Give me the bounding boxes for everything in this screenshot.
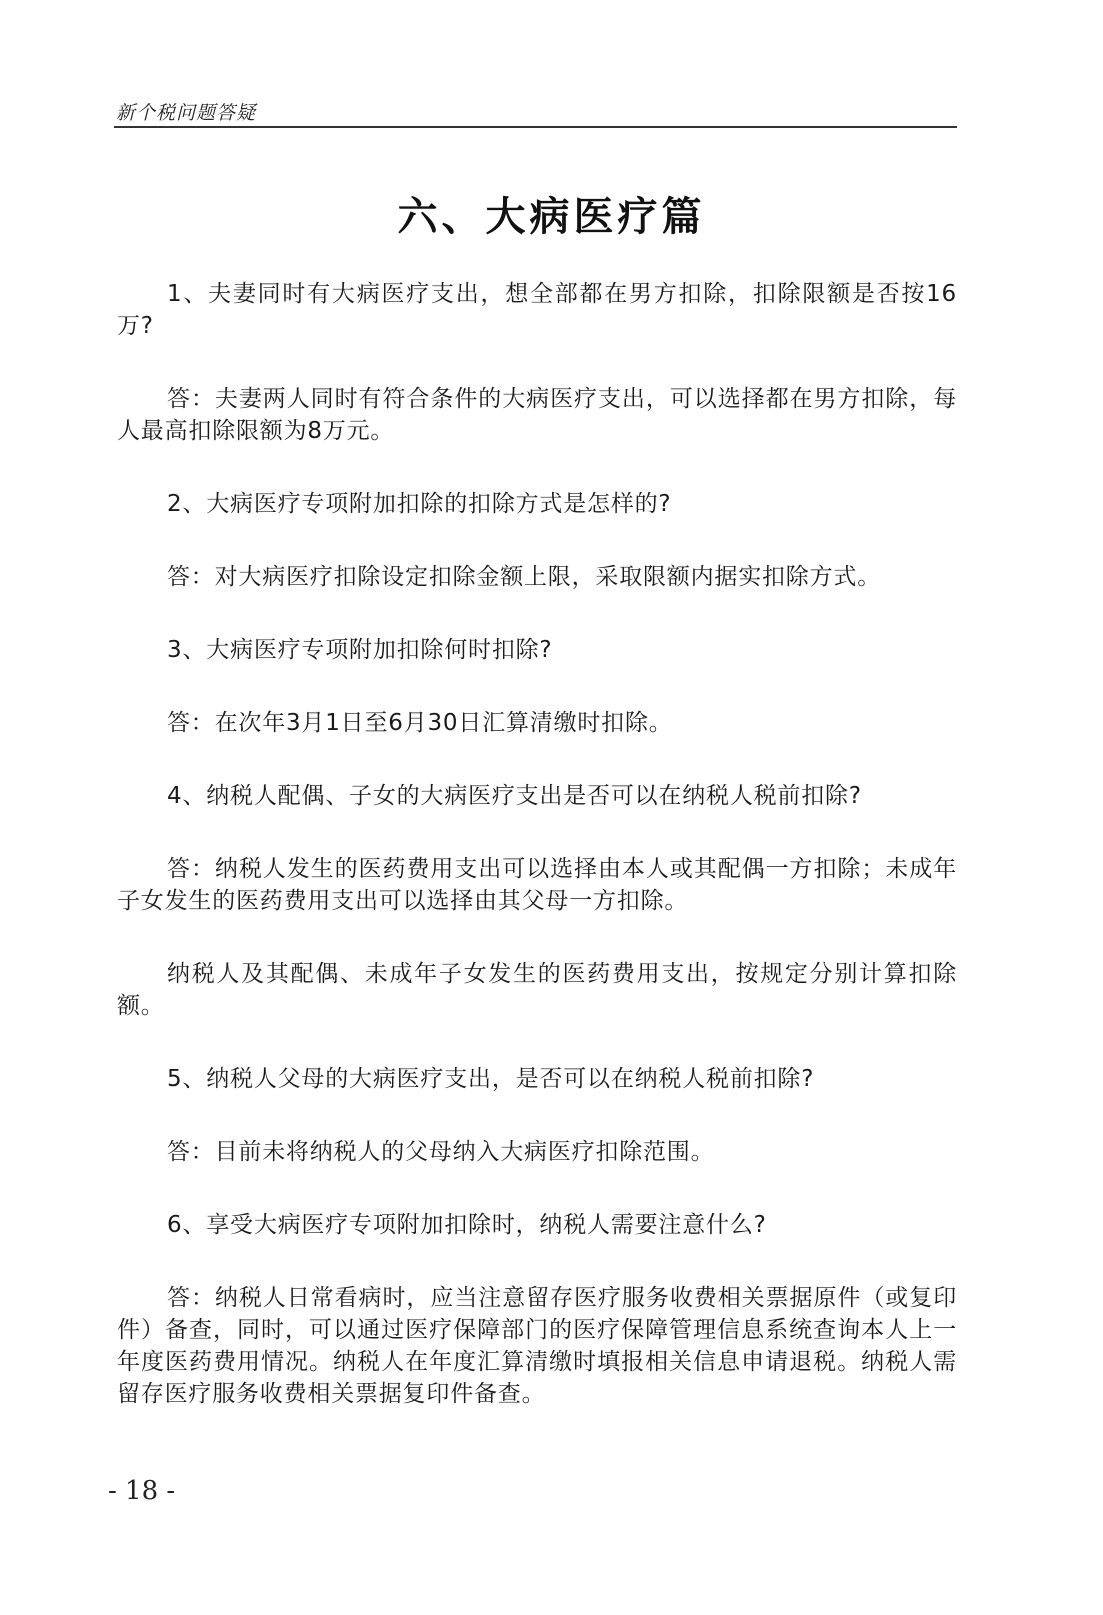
- header-divider: [114, 126, 957, 128]
- answer-1: 答：夫妻两人同时有符合条件的大病医疗支出，可以选择都在男方扣除，每人最高扣除限额为8万元。: [117, 386, 957, 444]
- answer-5: 答：目前未将纳税人的父母纳入大病医疗扣除范围。: [167, 1139, 715, 1165]
- question-3: 3、大病医疗专项附加扣除何时扣除?: [167, 637, 553, 663]
- question-6: 6、享受大病医疗专项附加扣除时，纳税人需要注意什么?: [167, 1212, 767, 1238]
- question-5: 5、纳税人父母的大病医疗支出，是否可以在纳税人税前扣除?: [167, 1066, 815, 1092]
- answer-6: 答：纳税人日常看病时，应当注意留存医疗服务收费相关票据原件（或复印件）备查，同时，可以通过医疗保障部门的医疗保障管理信息系统查询本人上一年度医药费用情况。纳税人在年度汇算清缴时填报相关信息申请退税。纳税人需留存医疗服务收费相关票据复印件备查。: [117, 1285, 957, 1407]
- page-body: [117, 278, 957, 1451]
- page-number: - 18 -: [108, 1476, 176, 1506]
- chapter-title: 六、大病医疗篇: [397, 194, 706, 240]
- question-4: 4、纳税人配偶、子女的大病医疗支出是否可以在纳税人税前扣除?: [167, 783, 862, 809]
- answer-3: 答：在次年3月1日至6月30日汇算清缴时扣除。: [167, 710, 673, 736]
- question-1: 1、夫妻同时有大病医疗支出，想全部都在男方扣除，扣除限额是否按16万?: [117, 281, 957, 339]
- answer-4: 答：纳税人发生的医药费用支出可以选择由本人或其配偶一方扣除；未成年子女发生的医药费用支出可以选择由其父母一方扣除。: [117, 856, 957, 914]
- answer-4-continued: 纳税人及其配偶、未成年子女发生的医药费用支出，按规定分别计算扣除额。: [117, 961, 957, 1019]
- running-header: 新个税问题答疑: [116, 102, 257, 124]
- question-2: 2、大病医疗专项附加扣除的扣除方式是怎样的?: [167, 491, 672, 517]
- answer-2: 答：对大病医疗扣除设定扣除金额上限，采取限额内据实扣除方式。: [167, 564, 881, 590]
